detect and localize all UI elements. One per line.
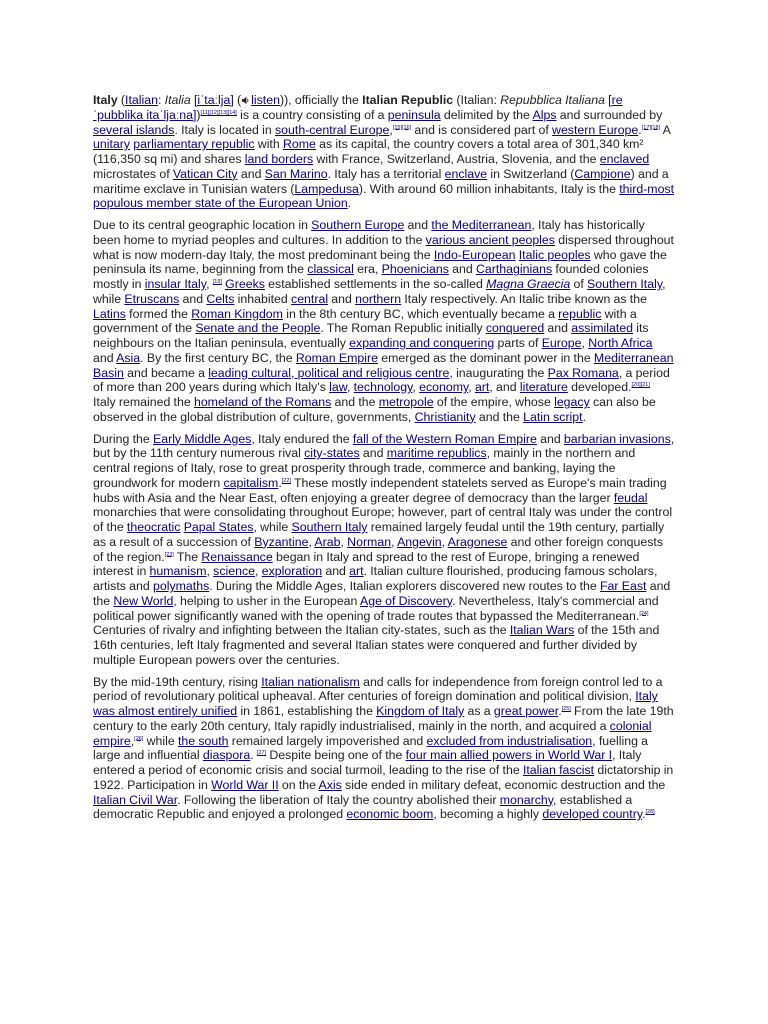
- text-run: as its capital, the country covers a total area of 301,340 km² (116,350 sq mi) and shares: [93, 137, 644, 166]
- text-run: of: [570, 277, 588, 291]
- link-developed-country[interactable]: developed country: [542, 807, 643, 822]
- text-run: founded colonies mostly in: [93, 262, 649, 291]
- text-run: These mostly independent statelets served as Europe's main trading hubs with Asia and the Near East, often enjoying a greater degree of democracy than the larger: [93, 475, 667, 505]
- text-run: delimited by the: [440, 107, 533, 122]
- text-run: is a country consisting of a: [236, 107, 388, 122]
- text-run: ,: [206, 277, 213, 291]
- link-monarchy[interactable]: monarchy: [499, 792, 554, 807]
- link-latins[interactable]: Latins: [93, 306, 126, 321]
- text-run: and: [93, 350, 117, 365]
- text-run: dispersed throughout what is now modern-day Italy, the most predominant being the: [93, 232, 674, 262]
- link-axis[interactable]: Axis: [318, 777, 342, 792]
- citation-ref[interactable]: [23]: [164, 551, 174, 558]
- text-run: , established a democratic Republic and enjoyed a prolonged: [93, 792, 633, 822]
- link-mediterranean-basin[interactable]: Mediterranean Basin: [93, 350, 674, 380]
- link-barbarian-invasions[interactable]: barbarian invasions: [563, 431, 671, 446]
- text-run: monarchies that were consolidating throughout Europe; however, part of central Italy was under the control of the: [93, 505, 673, 534]
- text-run: , while: [93, 277, 666, 306]
- text-run: , fuelling a large and influential: [93, 733, 649, 763]
- text-run: )), officially the: [279, 93, 363, 107]
- link-renaissance[interactable]: Renaissance: [201, 549, 273, 564]
- text-run: , Italy has historically been home to myriad peoples and cultures. In addition to the: [93, 218, 645, 247]
- link-polymaths[interactable]: polymaths: [152, 579, 210, 593]
- link-four-main-allied-powers-in-world-war-i[interactable]: four main allied powers in World War I: [405, 748, 613, 763]
- text-run: and calls for independence from foreign control led to a period of revolutionary political upheaval. After centuries of foreign domination and political division,: [93, 674, 663, 704]
- link-campione[interactable]: Campione: [574, 166, 631, 181]
- text-run: ,: [391, 534, 398, 549]
- text-run: .: [347, 196, 352, 211]
- text-run: parts of: [494, 336, 542, 350]
- citation-ref[interactable]: [26]: [134, 735, 144, 742]
- text-run: on the: [278, 777, 319, 792]
- link-maritime-republics[interactable]: maritime republics: [386, 446, 487, 461]
- link-norman[interactable]: Norman: [347, 534, 392, 549]
- link-carthaginians[interactable]: Carthaginians: [475, 262, 553, 277]
- text-run: inhabited: [234, 291, 292, 306]
- text-run: and: [237, 166, 265, 181]
- text-run: ,: [206, 564, 214, 579]
- link-magna-graecia[interactable]: Magna Graecia: [486, 277, 571, 291]
- link-italian-nationalism[interactable]: Italian nationalism: [261, 674, 360, 689]
- link-economic-boom[interactable]: economic boom: [346, 807, 434, 822]
- link-peninsula[interactable]: peninsula: [387, 107, 441, 122]
- link-classical[interactable]: classical: [307, 262, 354, 277]
- link-italic-peoples[interactable]: Italic peoples: [518, 247, 591, 262]
- text-run: developed.: [567, 380, 632, 395]
- text-run: From the late 19th century to the early 20th century, Italy rapidly industrialised, mainly in the north, and acquired a: [93, 704, 674, 733]
- text-run: of the empire, whose: [433, 395, 555, 409]
- text-run: and surrounded by: [556, 107, 663, 122]
- text-run: A: [660, 122, 671, 137]
- link-capitalism[interactable]: capitalism: [223, 475, 279, 490]
- text-run: and: [536, 431, 564, 446]
- link-pax-romana[interactable]: Pax Romana: [547, 365, 619, 380]
- text-run: Italy remained the: [93, 395, 194, 409]
- paragraph-middle-ages: [93, 432, 675, 668]
- text-run: began in Italy and spread to the rest of Europe, bringing a renewed interest in: [93, 549, 640, 579]
- text-run: and: [322, 564, 350, 579]
- text-run: and: [328, 291, 356, 306]
- link-southern-italy[interactable]: Southern Italy: [587, 277, 663, 291]
- text-run: , and: [489, 380, 520, 395]
- link-enclaved[interactable]: enclaved: [599, 152, 650, 166]
- link-expanding-and-conquering[interactable]: expanding and conquering: [349, 336, 495, 350]
- text-run: ,: [346, 380, 354, 395]
- link-new-world[interactable]: New World: [113, 593, 174, 608]
- text-run: .: [250, 748, 257, 763]
- text-run: . Italy is located in: [174, 122, 275, 137]
- link-age-of-discovery[interactable]: Age of Discovery: [359, 593, 452, 608]
- text-run: ,: [412, 380, 420, 395]
- link-italian-wars[interactable]: Italian Wars: [509, 623, 575, 638]
- text-run: .: [558, 704, 562, 718]
- link-italian-fascist[interactable]: Italian fascist: [522, 763, 595, 777]
- link-parliamentary-republic[interactable]: parliamentary republic: [133, 137, 255, 152]
- link-papal-states[interactable]: Papal States: [183, 520, 254, 534]
- link-latin-script[interactable]: Latin script: [523, 409, 583, 424]
- link-homeland-of-the-romans[interactable]: homeland of the Romans: [193, 395, 332, 409]
- link-legacy[interactable]: legacy: [554, 395, 590, 409]
- link-europe[interactable]: Europe: [541, 336, 582, 350]
- text-run: with a government of the: [93, 306, 637, 336]
- text-run: in the 8th century BC, which eventually became a: [282, 306, 559, 321]
- text-run: established settlements in the so-called: [264, 277, 487, 291]
- text-run: of the 15th and 16th centuries, left Italy fragmented and several Italian states were conquered and further divided by multiple European powers over the centuries.: [93, 623, 660, 667]
- paragraph-ancient-history: [93, 218, 675, 425]
- text-run: .: [582, 409, 587, 424]
- text-run: , inaugurating the: [449, 365, 548, 380]
- text-run: ,: [468, 380, 475, 395]
- link-alps[interactable]: Alps: [532, 107, 557, 122]
- citation-ref[interactable]: [22]: [281, 477, 291, 484]
- link-north-africa[interactable]: North Africa: [588, 336, 653, 350]
- link-early-middle-ages[interactable]: Early Middle Ages: [152, 431, 252, 446]
- link-christianity[interactable]: Christianity: [414, 409, 476, 424]
- text-run: and: [448, 262, 476, 277]
- text-run: , helping to usher in the European: [173, 593, 360, 608]
- text-run: as a: [464, 704, 494, 718]
- text-run: and: [544, 321, 572, 336]
- text-run: while: [143, 733, 178, 748]
- italic-term: Repubblica Italiana: [500, 93, 605, 107]
- link-arab[interactable]: Arab: [314, 534, 341, 549]
- text-run: , Italy entered a period of economic crisis and social turmoil, leading to the rise of the: [93, 748, 642, 777]
- link-unitary[interactable]: unitary: [93, 137, 131, 152]
- citation-ref[interactable]: [28]: [645, 809, 655, 816]
- text-run: Centuries of rivalry and infighting between the Italian city-states, such as the: [93, 623, 510, 638]
- bold-term: Italy: [93, 93, 118, 107]
- text-run: Due to its central geographic location in: [93, 218, 312, 232]
- link-roman-empire[interactable]: Roman Empire: [295, 350, 378, 365]
- link-insular-italy[interactable]: insular Italy: [144, 277, 207, 291]
- text-run: ). With around 60 million inhabitants, Italy is the: [358, 181, 620, 196]
- text-run: , becoming a highly: [433, 807, 543, 822]
- text-run: . By the first century BC, the: [140, 350, 296, 365]
- text-run: (Italian:: [453, 93, 501, 107]
- text-run: with: [254, 137, 283, 152]
- citation-ref[interactable]: [19]: [212, 278, 222, 285]
- link-feudal[interactable]: feudal: [613, 490, 648, 505]
- link-several-islands[interactable]: several islands: [93, 122, 175, 137]
- text-run: During the: [93, 431, 153, 446]
- text-run: , mainly in the northern and central regions of Italy, rose to great prosperity through trade, commerce and banking, laying the groundwork for modern: [93, 446, 636, 490]
- text-run: ,: [389, 122, 393, 137]
- text-run: ,: [255, 564, 262, 579]
- text-run: , a period of more than 200 years during which Italy's: [93, 365, 670, 395]
- link-various-ancient-peoples[interactable]: various ancient peoples: [425, 232, 555, 247]
- text-run: and the: [475, 409, 524, 424]
- text-run: era,: [353, 262, 382, 277]
- text-run: in Switzerland (: [487, 166, 575, 181]
- text-run: :: [158, 93, 165, 107]
- text-run: (: [117, 93, 126, 107]
- link-northern[interactable]: northern: [355, 291, 402, 306]
- text-run: , but by the 11th century numerous rival: [93, 431, 675, 461]
- text-run: ,: [340, 534, 348, 549]
- link-san-marino[interactable]: San Marino: [264, 166, 328, 181]
- bold-term: Italian Republic: [362, 93, 454, 107]
- text-run: formed the: [125, 306, 192, 321]
- text-run: , while: [253, 520, 292, 534]
- text-run: and is considered part of: [411, 122, 553, 137]
- text-run: ,: [581, 336, 589, 350]
- link-world-war-ii[interactable]: World War II: [211, 777, 279, 792]
- text-run: The: [173, 549, 202, 564]
- text-run: and the: [93, 579, 671, 608]
- link-celts[interactable]: Celts: [206, 291, 235, 306]
- text-run: in 1861, establishing the: [237, 704, 377, 718]
- text-run: and: [179, 291, 207, 306]
- text-run: ,: [130, 733, 135, 748]
- text-run: who gave the peninsula its name, beginning from the: [93, 247, 667, 277]
- link-aragonese[interactable]: Aragonese: [447, 534, 508, 549]
- link-italy-was-almost-entirely-unified[interactable]: Italy was almost entirely unified: [93, 689, 658, 718]
- link-etruscans[interactable]: Etruscans: [124, 291, 180, 306]
- link-roman-kingdom[interactable]: Roman Kingdom: [191, 306, 283, 321]
- text-run: ,: [308, 534, 315, 549]
- text-run: can also be observed in the global distribution of culture, governments,: [93, 395, 656, 424]
- link-far-east[interactable]: Far East: [600, 579, 647, 593]
- text-run: dictatorship in 1922. Participation in: [93, 763, 674, 792]
- citation-ref[interactable]: [15][16]: [392, 124, 412, 131]
- link-italian-civil-war[interactable]: Italian Civil War: [93, 792, 178, 807]
- link-indo-european[interactable]: Indo-European: [433, 247, 516, 262]
- link-lampedusa[interactable]: Lampedusa: [294, 181, 359, 196]
- citation-ref[interactable]: [11][12][13][14]: [200, 109, 237, 116]
- link-great-power[interactable]: great power: [493, 704, 559, 718]
- link-leading-cultural-political-and-religious-centre[interactable]: leading cultural, political and religious centre: [208, 365, 450, 380]
- text-run: . Italian culture flourished, producing famous scholars, artists and: [93, 564, 658, 593]
- text-run: By the mid-19th century, rising: [93, 674, 262, 689]
- link-greeks[interactable]: Greeks: [225, 277, 265, 291]
- link-third-most-populous-member-state-of-the-european-union[interactable]: third-most populous member state of the European Union: [93, 181, 675, 211]
- paragraph-intro: [93, 93, 675, 211]
- italic-term: Italia: [164, 93, 191, 107]
- text-run: ,: [441, 534, 448, 549]
- link-art[interactable]: art: [349, 564, 364, 579]
- text-run: . Italy has a territorial: [327, 166, 445, 181]
- link-asia[interactable]: Asia: [116, 350, 141, 365]
- article-body: [93, 93, 675, 829]
- text-run: , Italy endured the: [251, 431, 353, 446]
- link-phoenicians[interactable]: Phoenicians: [381, 262, 449, 277]
- text-run: . The Roman Republic initially: [320, 321, 486, 336]
- link-the-mediterranean[interactable]: the Mediterranean: [431, 218, 532, 232]
- link-technology[interactable]: technology: [353, 380, 413, 395]
- text-run: side ended in military defeat, economic destruction and the: [341, 777, 666, 792]
- text-run: (: [233, 93, 242, 107]
- link-literature[interactable]: literature: [519, 380, 568, 395]
- text-run: and: [359, 446, 387, 461]
- link-enclave[interactable]: enclave: [444, 166, 488, 181]
- text-run: . During the Middle Ages, Italian explorers discovered new routes to the: [209, 579, 601, 593]
- link-angevin[interactable]: Angevin: [397, 534, 442, 549]
- link-vatican-city[interactable]: Vatican City: [172, 166, 238, 181]
- link-assimilated[interactable]: assimilated: [571, 321, 633, 336]
- text-run: .: [642, 807, 646, 822]
- link-excluded-from-industrialisation[interactable]: excluded from industrialisation: [426, 733, 593, 748]
- link-theocratic[interactable]: theocratic: [126, 520, 181, 534]
- link-metropole[interactable]: metropole: [378, 395, 434, 409]
- link-diaspora[interactable]: diaspora: [202, 748, 251, 763]
- link-western-europe[interactable]: western Europe: [552, 122, 639, 137]
- link-republic[interactable]: republic: [558, 306, 602, 321]
- link-italian[interactable]: Italian: [125, 93, 158, 107]
- link-southern-italy[interactable]: Southern Italy: [291, 520, 368, 534]
- text-run: and the: [331, 395, 379, 409]
- link-rome[interactable]: Rome: [282, 137, 316, 152]
- link-land-borders[interactable]: land borders: [244, 152, 314, 166]
- link-southern-europe[interactable]: Southern Europe: [311, 218, 405, 232]
- citation-ref[interactable]: [20][21]: [631, 382, 650, 389]
- link-central[interactable]: central: [291, 291, 329, 306]
- text-run: emerged as the dominant power in the: [378, 350, 594, 365]
- text-run: ) and a maritime exclave in Tunisian waters (: [93, 166, 669, 196]
- paragraph-modern-history: [93, 675, 675, 823]
- link-economy[interactable]: economy: [419, 380, 469, 395]
- text-run: remained largely impoverished and: [228, 733, 427, 748]
- text-run: and other foreign conquests of the region.: [93, 534, 664, 564]
- link-colonial-empire[interactable]: colonial empire: [93, 718, 652, 748]
- link-the-south[interactable]: the south: [177, 733, 229, 748]
- link-exploration[interactable]: exploration: [261, 564, 323, 579]
- link-science[interactable]: science: [213, 564, 256, 579]
- text-run: and: [404, 218, 432, 232]
- text-run: .: [638, 122, 642, 137]
- citation-ref[interactable]: [17][18]: [641, 124, 661, 131]
- link-re-pubblika-ita-lja-na[interactable]: [re ˈpubblika itaˈljaːna]: [93, 93, 623, 122]
- link-city-states[interactable]: city-states: [304, 446, 360, 461]
- text-run: .: [278, 475, 282, 490]
- link-law[interactable]: law: [329, 380, 347, 395]
- citation-ref[interactable]: [24]: [639, 610, 649, 617]
- text-run: . Nevertheless, Italy's commercial and political power significantly waned with the opening of trade routes that bypassed the Mediterranean.: [93, 593, 659, 623]
- citation-ref[interactable]: [27]: [256, 750, 267, 757]
- link-byzantine[interactable]: Byzantine: [254, 534, 309, 549]
- text-run: with France, Switzerland, Austria, Slovenia, and the: [313, 152, 600, 166]
- text-run: . Following the liberation of Italy the country abolished their: [177, 792, 500, 807]
- citation-ref[interactable]: [25]: [561, 705, 571, 712]
- link-humanism[interactable]: humanism: [149, 564, 207, 579]
- text-run: remained largely feudal until the 19th century, partially as a result of a succession of: [93, 520, 665, 549]
- link-fall-of-the-western-roman-empire[interactable]: fall of the Western Roman Empire: [352, 431, 537, 446]
- speaker-icon[interactable]: [241, 93, 251, 107]
- link-art[interactable]: art: [474, 380, 490, 395]
- text-run: its neighbours on the Italian peninsula, eventually: [93, 321, 649, 350]
- link-kingdom-of-italy[interactable]: Kingdom of Italy: [376, 704, 465, 718]
- link-south-central-europe[interactable]: south-central Europe: [275, 122, 390, 137]
- link-i-ta-lja[interactable]: [iˈtaːlja]: [193, 93, 234, 107]
- text-run: microstates of: [93, 166, 173, 181]
- text-run: ): [196, 107, 201, 122]
- link-senate-and-the-people[interactable]: Senate and the People: [195, 321, 321, 336]
- text-run: Italy respectively. An Italic tribe known as the: [401, 291, 647, 306]
- link-listen[interactable]: listen: [251, 93, 280, 107]
- link-conquered[interactable]: conquered: [485, 321, 545, 336]
- text-run: Despite being one of the: [266, 748, 406, 763]
- text-run: and became a: [123, 365, 209, 380]
